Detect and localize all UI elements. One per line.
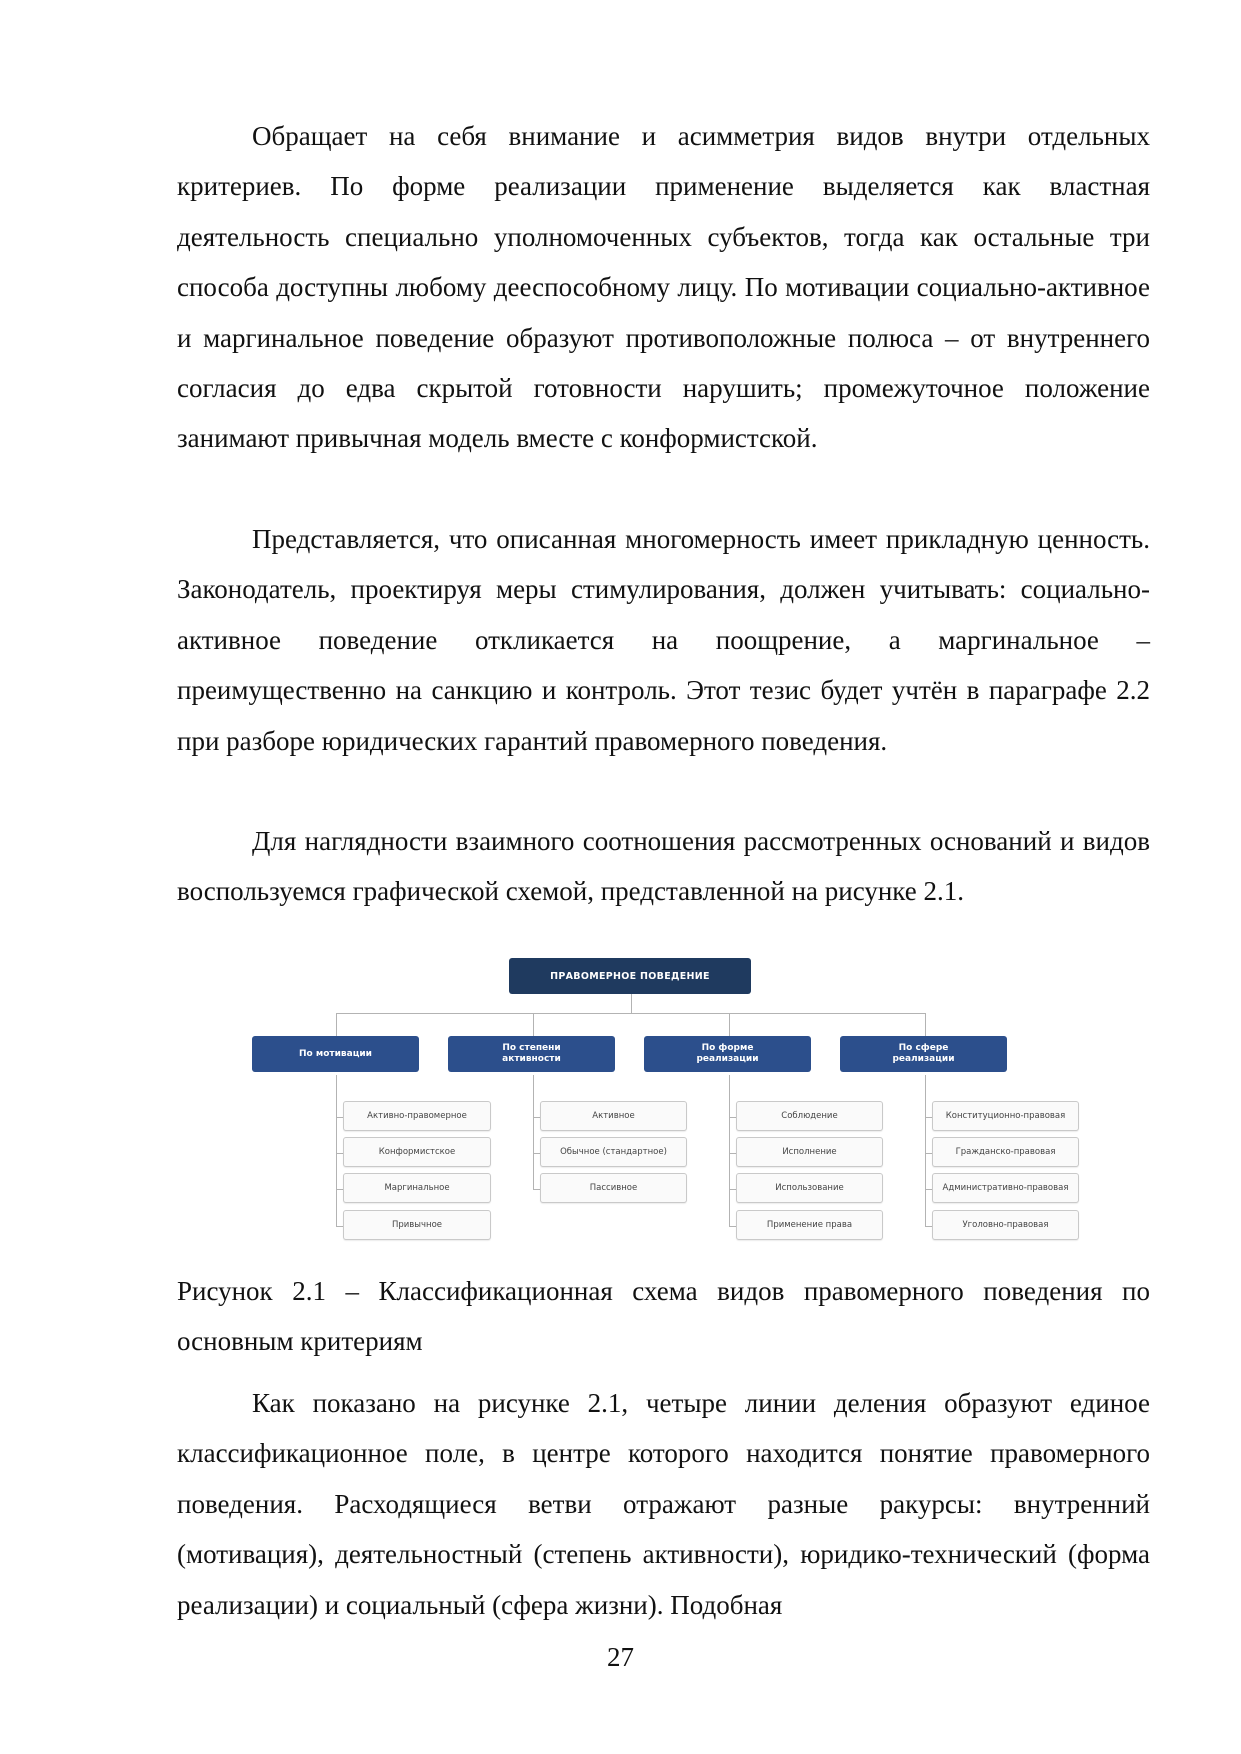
leaf-node: Применение права bbox=[736, 1210, 883, 1240]
paragraph-asymmetry: Обращает на себя внимание и асимметрия видов внутри отдельных критериев. По форме реализации применение выделяется как властная деятельность специально уполномоченных субъектов, тогда как остальные три способа доступны любому дееспособному лицу. По мотивации социально-активное и маргинальное поведение образуют противоположные полюса – от внутреннего согласия до едва скрытой готовности нарушить; промежуточное положение занимают привычная модель вместе с конформистской. bbox=[177, 121, 1150, 454]
tick-column-3 bbox=[729, 1117, 737, 1118]
tick-column-4 bbox=[925, 1226, 933, 1227]
paragraph-figure-discussion: Как показано на рисунке 2.1, четыре линии деления образуют единое классификационное поле, в центре которого находится понятие правомерного поведения. Расходящиеся ветви отражают разные ракурсы: внутренний (мотивация), деятельностный (степень активности), юридико-технический (форма реализации) и социальный (сфера жизни). Подобная bbox=[177, 1388, 1150, 1620]
connector-criterion-3 bbox=[729, 1013, 730, 1040]
leaf-node: Конформистское bbox=[343, 1137, 491, 1167]
spine-column-3 bbox=[729, 1075, 730, 1227]
leaf-node: Привычное bbox=[343, 1210, 491, 1240]
connector-criterion-1 bbox=[336, 1013, 337, 1040]
tick-column-2 bbox=[533, 1189, 541, 1190]
tick-column-3 bbox=[729, 1153, 737, 1154]
leaf-node: Административно-правовая bbox=[932, 1173, 1079, 1203]
tick-column-1 bbox=[336, 1117, 344, 1118]
tick-column-4 bbox=[925, 1117, 933, 1118]
tick-column-2 bbox=[533, 1153, 541, 1154]
tick-column-2 bbox=[533, 1117, 541, 1118]
figure-caption: Рисунок 2.1 – Классификационная схема видов правомерного поведения по основным критериям bbox=[177, 1276, 1150, 1357]
criterion-activity: По степени активности bbox=[448, 1036, 615, 1072]
tick-column-1 bbox=[336, 1153, 344, 1154]
leaf-node: Маргинальное bbox=[343, 1173, 491, 1203]
tick-column-1 bbox=[336, 1189, 344, 1190]
leaf-node: Исполнение bbox=[736, 1137, 883, 1167]
leaf-node: Уголовно-правовая bbox=[932, 1210, 1079, 1240]
spine-column-2 bbox=[533, 1075, 534, 1190]
leaf-node: Пассивное bbox=[540, 1173, 687, 1203]
diagram-root-node: ПРАВОМЕРНОЕ ПОВЕДЕНИЕ bbox=[509, 958, 751, 994]
leaf-node: Гражданско-правовая bbox=[932, 1137, 1079, 1167]
spine-column-4 bbox=[925, 1075, 926, 1227]
tick-column-3 bbox=[729, 1189, 737, 1190]
tick-column-3 bbox=[729, 1226, 737, 1227]
leaf-node: Соблюдение bbox=[736, 1101, 883, 1131]
spine-column-1 bbox=[336, 1075, 337, 1227]
connector-criterion-4 bbox=[925, 1013, 926, 1040]
page-number: 27 bbox=[607, 1642, 634, 1672]
connector-criterion-2 bbox=[533, 1013, 534, 1040]
criterion-sphere: По сфере реализации bbox=[840, 1036, 1007, 1072]
criterion-form: По форме реализации bbox=[644, 1036, 811, 1072]
leaf-node: Активно-правомерное bbox=[343, 1101, 491, 1131]
tick-column-4 bbox=[925, 1189, 933, 1190]
tick-column-1 bbox=[336, 1226, 344, 1227]
leaf-node: Активное bbox=[540, 1101, 687, 1131]
paragraph-figure-intro: Для наглядности взаимного соотношения рассмотренных оснований и видов воспользуемся графической схемой, представленной на рисунке 2.1. bbox=[177, 826, 1150, 907]
leaf-node: Обычное (стандартное) bbox=[540, 1137, 687, 1167]
paragraph-applied-value: Представляется, что описанная многомерность имеет прикладную ценность. Законодатель, проектируя меры стимулирования, должен учитывать: социально-активное поведение откликается на поощрение, а маргинальное – преимущественно на санкцию и контроль. Этот тезис будет учтён в параграфе 2.2 при разборе юридических гарантий правомерного поведения. bbox=[177, 524, 1150, 756]
connector-root-down bbox=[631, 985, 632, 1013]
leaf-node: Конституционно-правовая bbox=[932, 1101, 1079, 1131]
tick-column-4 bbox=[925, 1153, 933, 1154]
connector-horizontal-bar bbox=[336, 1013, 925, 1014]
leaf-node: Использование bbox=[736, 1173, 883, 1203]
criterion-motivation: По мотивации bbox=[252, 1036, 419, 1072]
